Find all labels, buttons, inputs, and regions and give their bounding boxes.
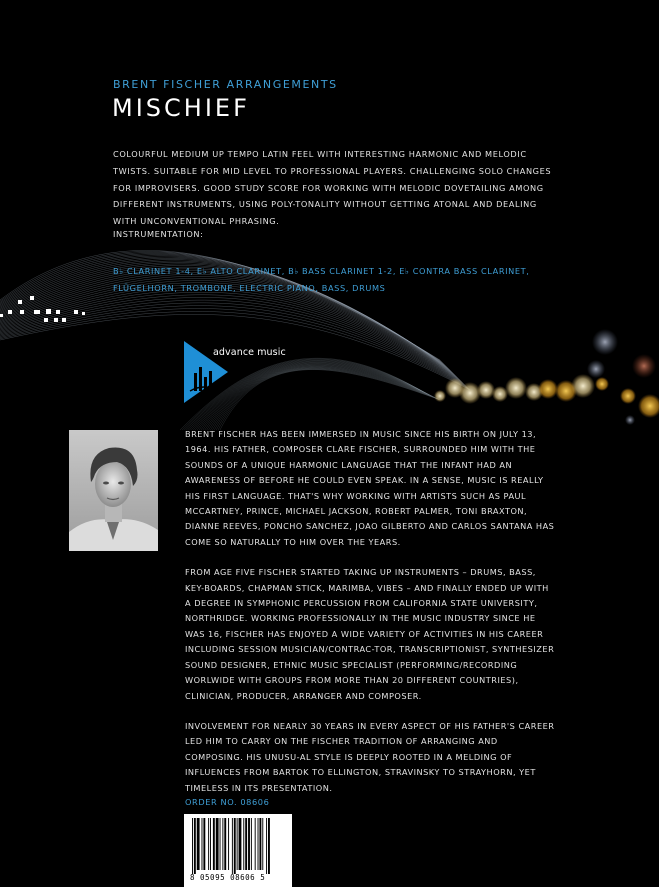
barcode-icon [184, 814, 292, 874]
publisher-name: advance music [213, 347, 286, 358]
bio-paragraph-2: FROM AGE FIVE FISCHER STARTED TAKING UP INSTRUMENTS – DRUMS, BASS, KEY-BOARDS, CHAPMAN STICK, MARIMBA, VIBES – AND FINALLY ENDED UP WITH A DEGREE IN SYMPHONIC PERCUSSION FROM CALIFORNIA STATE UNIVERSITY, NORTHRIDGE. WORKING PROFESSIONALLY IN THE MUSIC INDUSTRY SINCE HE WAS 16, FISCHER HAS ENJOYED A WIDE VARIETY OF ACTIVITIES IN HIS CAREER INCLUDING SESSION MUSICIAN/CONTRAC-TOR, TRANSCRIPTIONIST, SYNTHESIZER SOUND DESIGNER, ETHNIC MUSIC SPECIALIST (PERFORMING/RECORDING WORLWIDE WITH GROUPS FROM MORE THAN 20 DIFFERENT COUNTRIES), CLINICIAN, PRODUCER, ARRANGER AND COMPOSER. [185, 567, 555, 701]
bokeh-lights [434, 329, 659, 425]
page-title: MISCHIEF [112, 94, 250, 122]
bio-paragraph-1: BRENT FISCHER HAS BEEN IMMERSED IN MUSIC SINCE HIS BIRTH ON JULY 13, 1964. HIS FATHER, COMPOSER CLARE FISCHER, SURROUNDED HIM WITH THE SOUNDS OF A UNIQUE HARMONIC LANGUAGE THAT THE INFANT HAD AN AWARENESS OF BEFORE HE COULD EVEN SPEAK. IN A SENSE, MUSIC IS REALLY HIS FIRST LANGUAGE. THAT'S WHY WORKING WITH ARTISTS SUCH AS PAUL MCCARTNEY, PRINCE, MICHAEL JACKSON, ROBERT PALMER, TONI BRAXTON, DIANNE REEVES, PONCHO SANCHEZ, JOAO GILBERTO AND CARLOS SANTANA HAS COME SO NATURALLY TO HIM OVER THE YEARS. [185, 429, 555, 547]
series-title: BRENT FISCHER ARRANGEMENTS [113, 78, 338, 91]
biography [185, 427, 555, 811]
instrumentation-list: B♭ CLARINET 1-4, E♭ ALTO CLARINET, B♭ BASS CLARINET 1-2, E♭ CONTRA BASS CLARINET, FLÜGELHORN, TROMBONE, ELECTRIC PIANO, BASS, DRUMS [113, 266, 530, 293]
composer-portrait-icon [69, 430, 158, 551]
barcode [184, 814, 292, 887]
bio-paragraph-3: INVOLVEMENT FOR NEARLY 30 YEARS IN EVERY ASPECT OF HIS FATHER'S CAREER LED HIM TO CARRY ON THE FISCHER TRADITION OF ARRANGING AND COMPOSING. HIS UNUSU-AL STYLE IS DEEPLY ROOTED IN A MELDING OF INFLUENCES FROM BARTOK TO ELLINGTON, STRAVINSKY TO STRAYHORN, YET TIMELESS IN ITS PRESENTATION. [185, 720, 555, 793]
order-number: ORDER NO. 08606 [185, 797, 270, 807]
barcode-digits: 8 05095 08606 5 [190, 873, 266, 882]
description: COLOURFUL MEDIUM UP TEMPO LATIN FEEL WITH INTERESTING HARMONIC AND MELODIC TWISTS. SUITABLE FOR MID LEVEL TO PROFESSIONAL PLAYERS. CHALLENGING SOLO CHANGES FOR IMPROVISERS. GOOD STUDY SCORE FOR WORKING WITH MELODIC DOVETAILING AMONG DIFFERENT INSTRUMENTS, USING POLY-TONALITY WITHOUT GETTING ATONAL AND DEALING WITH UNCONVENTIONAL PHRASING. [113, 149, 552, 227]
instrumentation-label: INSTRUMENTATION: [113, 229, 204, 239]
